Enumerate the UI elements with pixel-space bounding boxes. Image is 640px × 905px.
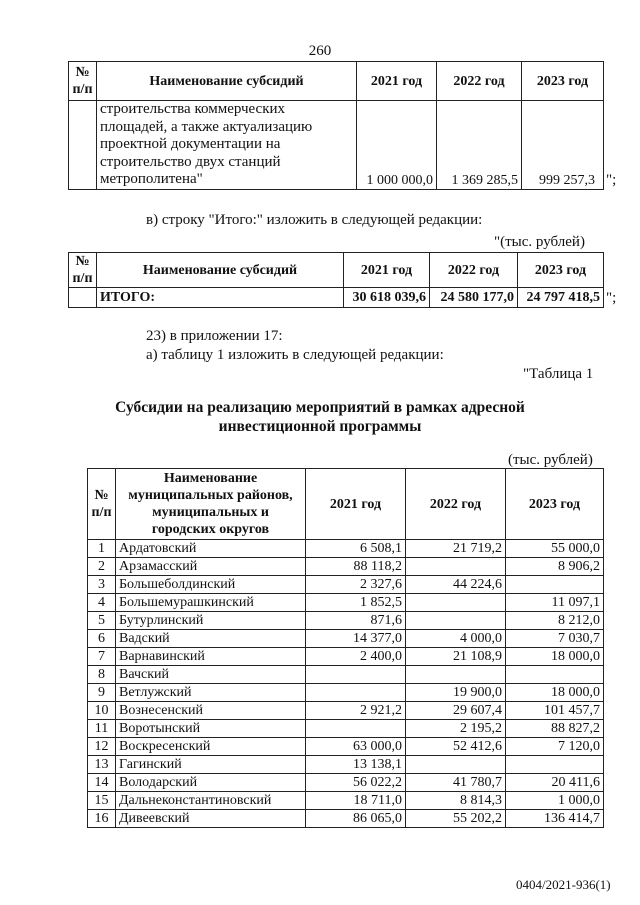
municipality-name: Ардатовский (116, 540, 306, 558)
table-row (88, 666, 604, 684)
table-row (88, 648, 604, 666)
table-title (0, 398, 640, 436)
value-2022: 21 108,9 (406, 648, 506, 666)
value-2022: 1 369 285,5 (437, 101, 522, 190)
value-2021: 88 118,2 (306, 558, 406, 576)
value-2021 (306, 720, 406, 738)
municipality-name: Воскресенский (116, 738, 306, 756)
municipality-name: Дальнеконстантиновский (116, 792, 306, 810)
row-number: 10 (88, 702, 116, 720)
municipality-name: Воротынский (116, 720, 306, 738)
total-2022: 24 580 177,0 (430, 288, 518, 308)
cell-no (69, 101, 97, 190)
row-number: 15 (88, 792, 116, 810)
row-number: 4 (88, 594, 116, 612)
value-2023: 11 097,1 (506, 594, 604, 612)
table-title-line: Субсидии на реализацию мероприятий в рамках адресной (115, 399, 525, 416)
value-2021 (306, 684, 406, 702)
value-2023: 1 000,0 (506, 792, 604, 810)
value-2022: 2 195,2 (406, 720, 506, 738)
value-2022: 41 780,7 (406, 774, 506, 792)
units-label: (тыс. рублей) (508, 452, 593, 468)
row-number: 6 (88, 630, 116, 648)
value-2023 (506, 666, 604, 684)
value-2022: 29 607,4 (406, 702, 506, 720)
table-row (88, 558, 604, 576)
row-number: 8 (88, 666, 116, 684)
row-number: 3 (88, 576, 116, 594)
total-2021: 30 618 039,6 (344, 288, 430, 308)
municipality-name: Вачский (116, 666, 306, 684)
table-row (88, 792, 604, 810)
value-2022 (406, 666, 506, 684)
value-2023: 55 000,0 (506, 540, 604, 558)
value-2021: 13 138,1 (306, 756, 406, 774)
table-title-line: инвестиционной программы (218, 418, 422, 435)
units-label-quoted: "(тыс. рублей) (494, 234, 585, 250)
municipality-name: Ветлужский (116, 684, 306, 702)
header-2022: 2022 год (437, 62, 522, 101)
table-row (88, 702, 604, 720)
header-2021: 2021 год (357, 62, 437, 101)
row-number: 13 (88, 756, 116, 774)
table-row (88, 810, 604, 828)
total-label: ИТОГО: (97, 288, 344, 308)
value-2022: 4 000,0 (406, 630, 506, 648)
value-2021: 871,6 (306, 612, 406, 630)
value-2023: 7 120,0 (506, 738, 604, 756)
header-2023: 2023 год (518, 253, 604, 288)
closing-quote-2: "; (606, 290, 617, 306)
page-number: 260 (308, 43, 332, 59)
municipality-name: Большеболдинский (116, 576, 306, 594)
value-2023: 88 827,2 (506, 720, 604, 738)
value-2022: 8 814,3 (406, 792, 506, 810)
municipalities-table (87, 468, 604, 828)
value-2022 (406, 612, 506, 630)
value-2021: 14 377,0 (306, 630, 406, 648)
municipality-name: Бутурлинский (116, 612, 306, 630)
header-2023: 2023 год (522, 62, 604, 101)
table-row (88, 720, 604, 738)
municipalities-table-body (88, 540, 604, 828)
header-2021: 2021 год (344, 253, 430, 288)
closing-quote-1: "; (606, 172, 617, 188)
value-2022 (406, 594, 506, 612)
value-2023: 999 257,3 (522, 101, 604, 190)
name-line: строительства коммерческих (100, 101, 286, 117)
table-row (88, 738, 604, 756)
row-number: 12 (88, 738, 116, 756)
header-name: Наименование субсидий (97, 253, 344, 288)
municipality-name: Дивеевский (116, 810, 306, 828)
value-2023: 8 212,0 (506, 612, 604, 630)
subsidies-table-continuation (68, 61, 604, 190)
municipality-name: Варнавинский (116, 648, 306, 666)
header-no: № п/п (69, 62, 97, 101)
header-2022: 2022 год (430, 253, 518, 288)
municipality-name: Гагинский (116, 756, 306, 774)
paragraph-v: в) строку "Итого:" изложить в следующей редакции: (146, 212, 483, 228)
value-2021: 2 400,0 (306, 648, 406, 666)
row-number: 2 (88, 558, 116, 576)
value-2021: 86 065,0 (306, 810, 406, 828)
value-2023: 18 000,0 (506, 648, 604, 666)
table-row (88, 576, 604, 594)
table-row (88, 756, 604, 774)
header-2021: 2021 год (306, 469, 406, 540)
name-line: площадей, а также актуализацию (100, 118, 313, 135)
header-no: № п/п (88, 469, 116, 540)
header-2022: 2022 год (406, 469, 506, 540)
value-2021: 6 508,1 (306, 540, 406, 558)
name-line: строительство двух станций (100, 153, 281, 170)
table-row (88, 612, 604, 630)
table-row (88, 540, 604, 558)
header-no: № п/п (69, 253, 97, 288)
name-line: метрополитена" (100, 171, 203, 188)
table-row (88, 684, 604, 702)
value-2022 (406, 558, 506, 576)
value-2023: 20 411,6 (506, 774, 604, 792)
table-label: "Таблица 1 (523, 366, 594, 382)
value-2022 (406, 756, 506, 774)
municipality-name: Арзамасский (116, 558, 306, 576)
document-code: 0404/2021-936(1) (516, 877, 611, 892)
value-2021: 1 000 000,0 (357, 101, 437, 190)
value-2021: 2 921,2 (306, 702, 406, 720)
row-number: 14 (88, 774, 116, 792)
municipality-name: Вознесенский (116, 702, 306, 720)
table-row (88, 594, 604, 612)
row-number: 9 (88, 684, 116, 702)
value-2022: 55 202,2 (406, 810, 506, 828)
value-2023: 8 906,2 (506, 558, 604, 576)
total-2023: 24 797 418,5 (518, 288, 604, 308)
value-2021: 18 711,0 (306, 792, 406, 810)
header-name: Наименование субсидий (97, 62, 357, 101)
paragraph-23: 23) в приложении 17: (146, 328, 283, 344)
value-2022: 52 412,6 (406, 738, 506, 756)
value-2023 (506, 576, 604, 594)
paragraph-a: а) таблицу 1 изложить в следующей редакции: (146, 347, 444, 363)
cell-name (97, 101, 357, 190)
table-row (88, 630, 604, 648)
value-2022: 19 900,0 (406, 684, 506, 702)
value-2023: 18 000,0 (506, 684, 604, 702)
value-2023: 7 030,7 (506, 630, 604, 648)
header-name: Наименование муниципальных районов, муниципальных и городских округов (116, 469, 306, 540)
value-2023: 136 414,7 (506, 810, 604, 828)
value-2022: 21 719,2 (406, 540, 506, 558)
municipality-name: Володарский (116, 774, 306, 792)
municipality-name: Вадский (116, 630, 306, 648)
value-2021: 1 852,5 (306, 594, 406, 612)
value-2023: 101 457,7 (506, 702, 604, 720)
row-number: 7 (88, 648, 116, 666)
row-number: 16 (88, 810, 116, 828)
table-row (88, 774, 604, 792)
row-number: 5 (88, 612, 116, 630)
value-2021: 63 000,0 (306, 738, 406, 756)
cell-no (69, 288, 97, 308)
value-2023 (506, 756, 604, 774)
value-2022: 44 224,6 (406, 576, 506, 594)
value-2021: 56 022,2 (306, 774, 406, 792)
value-2021: 2 327,6 (306, 576, 406, 594)
municipality-name: Большемурашкинский (116, 594, 306, 612)
row-number: 11 (88, 720, 116, 738)
header-2023: 2023 год (506, 469, 604, 540)
value-2021 (306, 666, 406, 684)
total-table (68, 252, 604, 308)
row-number: 1 (88, 540, 116, 558)
name-line: проектной документации на (100, 136, 281, 153)
